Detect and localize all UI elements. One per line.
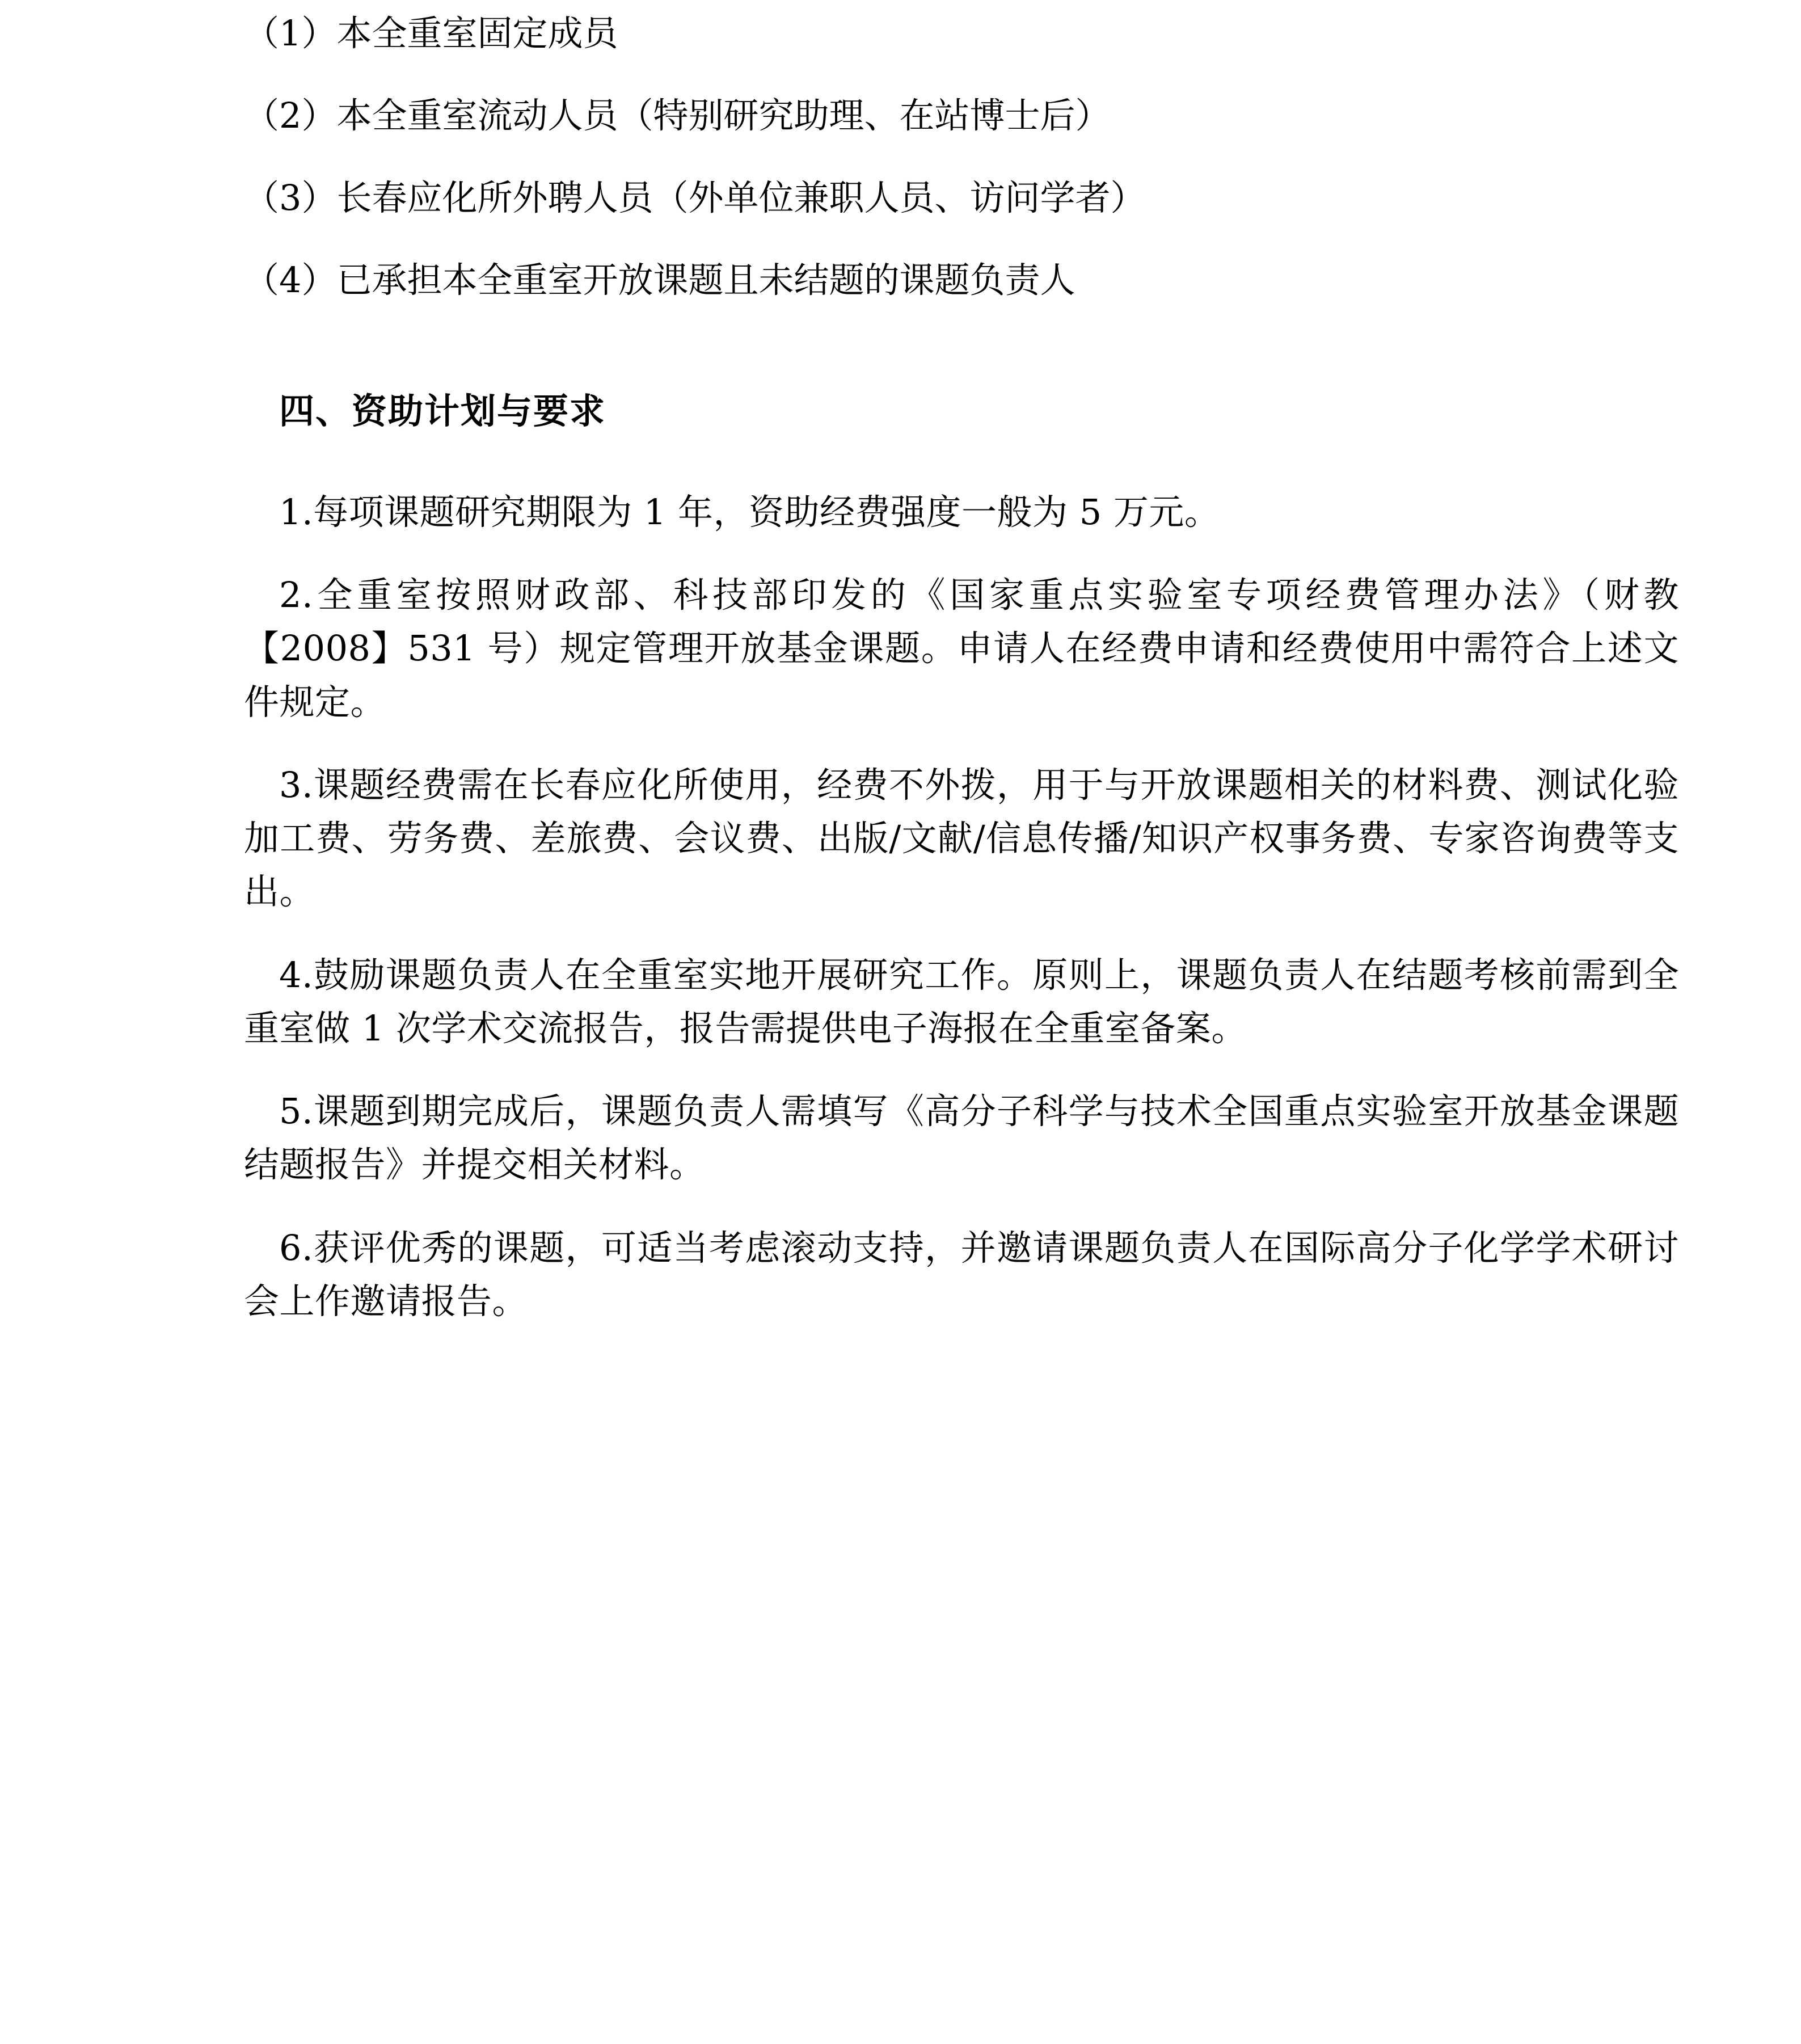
paragraph: 2.全重室按照财政部、科技部印发的《国家重点实验室专项经费管理办法》（财教【2008】531 号）规定管理开放基金课题。申请人在经费申请和经费使用中需符合上述文件规定。 [244, 574, 1679, 723]
paragraph: 3.课题经费需在长春应化所使用，经费不外拨，用于与开放课题相关的材料费、测试化验加工费、劳务费、差旅费、会议费、出版/文献/信息传播/知识产权事务费、专家咨询费等支出。 [244, 764, 1679, 913]
list-item: （4）已承担本全重室开放课题且未结题的课题负责人 [244, 259, 1075, 301]
document-body [244, 0, 1679, 1328]
section-heading: 四、资助计划与要求 [279, 390, 606, 432]
list-item: （2）本全重室流动人员（特别研究助理、在站博士后） [244, 95, 1111, 136]
paragraph: 1.每项课题研究期限为 1 年，资助经费强度一般为 5 万元。 [279, 491, 1220, 533]
paragraph: 5.课题到期完成后，课题负责人需填写《高分子科学与技术全国重点实验室开放基金课题结题报告》并提交相关材料。 [244, 1090, 1679, 1186]
list-item: （1）本全重室固定成员 [244, 12, 618, 54]
paragraph: 6.获评优秀的课题，可适当考虑滚动支持，并邀请课题负责人在国际高分子化学学术研讨会上作邀请报告。 [244, 1227, 1679, 1322]
list-item: （3）长春应化所外聘人员（外单位兼职人员、访问学者） [244, 177, 1146, 218]
paragraph: 4.鼓励课题负责人在全重室实地开展研究工作。原则上，课题负责人在结题考核前需到全重室做 1 次学术交流报告，报告需提供电子海报在全重室备案。 [244, 954, 1679, 1049]
